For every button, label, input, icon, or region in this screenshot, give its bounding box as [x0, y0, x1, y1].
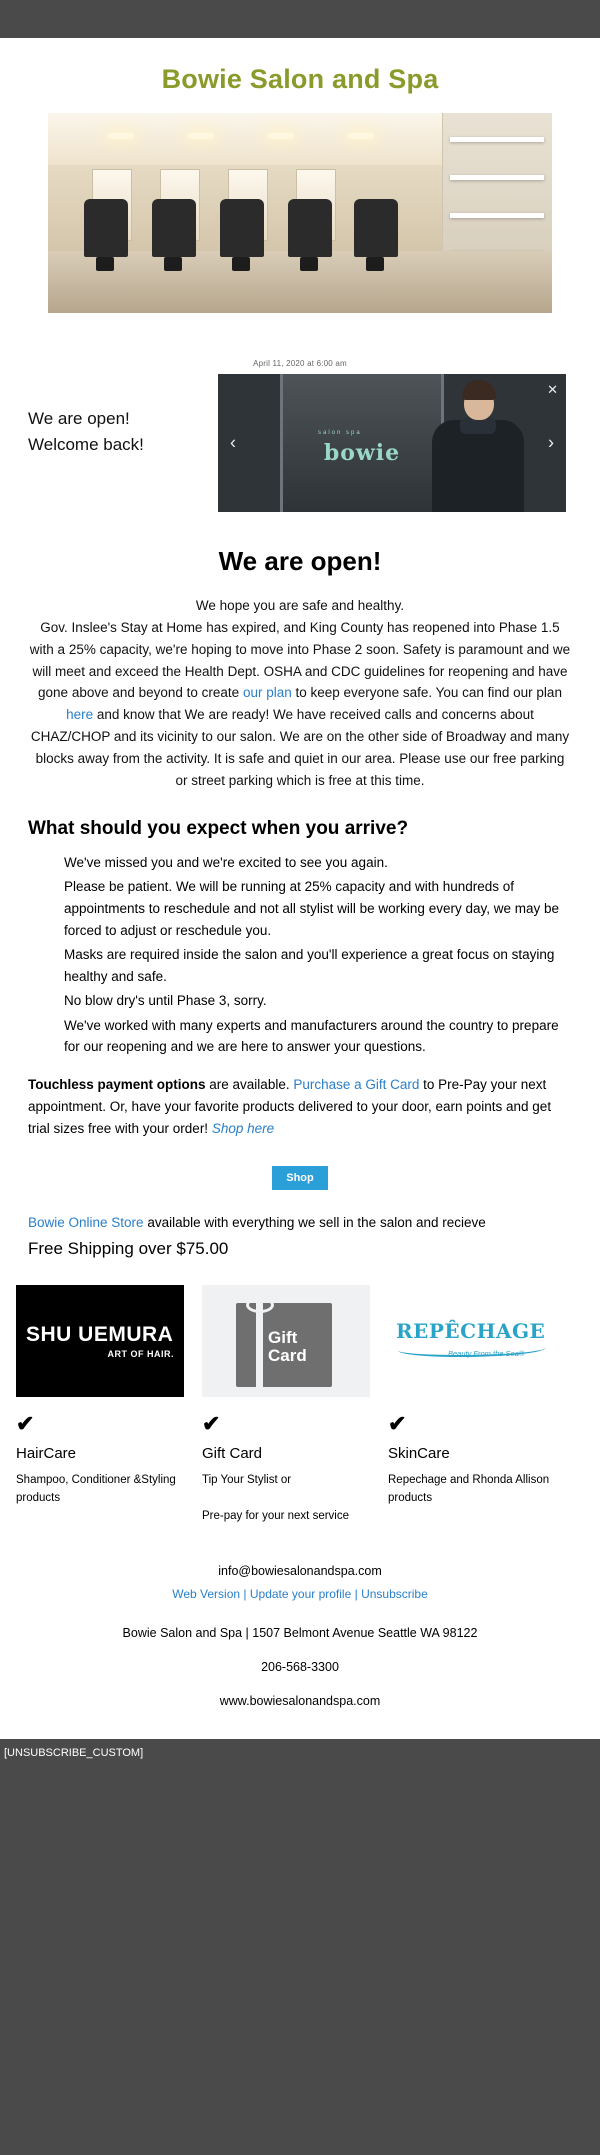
photo-logo-sub: salon spa: [318, 430, 362, 436]
article-heading: We are open!: [218, 546, 382, 576]
footer-phone: 206-568-3300: [261, 1659, 339, 1674]
page-title: Bowie Salon and Spa: [161, 64, 439, 94]
web-version-link[interactable]: Web Version: [172, 1587, 241, 1602]
lamp-icon: [348, 133, 374, 139]
gift-card-image: [202, 1285, 370, 1397]
check-icon: ✔: [388, 1411, 407, 1437]
open-announcement-text: [28, 374, 218, 459]
article-date: April 11, 2020 at 6:00 am: [253, 359, 347, 368]
unsubscribe-custom-bar: [UNSUBSCRIBE_CUSTOM]: [0, 1739, 600, 1777]
salon-chair-shape: [220, 199, 264, 257]
product-card-skincare[interactable]: [388, 1285, 556, 1525]
paragraph-part-3: to keep everyone safe. You can find our plan: [291, 685, 562, 701]
photo-prev-arrow-icon[interactable]: ‹: [230, 432, 236, 453]
product-description-line2: Pre-pay for your next service: [202, 1509, 350, 1522]
shelf-shape: [450, 213, 544, 218]
free-shipping-text: Free Shipping over $75.00: [28, 1239, 229, 1259]
shelf-shape: [450, 175, 544, 180]
product-title: SkinCare: [388, 1445, 450, 1463]
photo-logo: bowie: [323, 440, 401, 466]
online-store-text: available with everything we sell in the salon and recieve: [143, 1214, 486, 1230]
salon-chair-shape: [288, 199, 332, 257]
paragraph-part-4: and know that We are ready! We have received calls and concerns about CHAZ/CHOP and its vicinity to our salon. We are on the other side of Broadway and many blocks away from the activity. It is safe and quiet in our area. Please use our free parking or street parking which is free at this time.: [30, 707, 570, 788]
update-profile-link[interactable]: Update your profile: [249, 1587, 352, 1602]
expect-list: [28, 852, 572, 1058]
close-icon[interactable]: ✕: [547, 382, 558, 397]
person-scarf-shape: [460, 418, 496, 434]
shop-here-link[interactable]: Shop here: [211, 1120, 275, 1136]
list-item: Masks are required inside the salon and you'll experience a great focus on staying healthy and safe.: [64, 947, 555, 984]
lamp-icon: [188, 133, 214, 139]
here-link[interactable]: here: [66, 707, 94, 723]
online-store-line: [28, 1212, 572, 1234]
touchless-text-1: are available.: [205, 1077, 294, 1093]
shu-uemura-logo: [16, 1285, 184, 1397]
footer-links: [20, 1583, 580, 1606]
photo-next-arrow-icon[interactable]: ›: [548, 432, 554, 453]
touchless-bold: Touchless payment options: [28, 1077, 206, 1093]
article-section: [0, 313, 600, 1259]
purchase-gift-card-link[interactable]: Purchase a Gift Card: [293, 1077, 420, 1093]
salon-chair-shape: [354, 199, 398, 257]
top-chrome-bar: [0, 0, 600, 38]
repechage-logo: [388, 1285, 556, 1397]
storefront-photo: [218, 374, 566, 512]
unsubscribe-link[interactable]: Unsubscribe: [361, 1587, 428, 1602]
contact-email: info@bowiesalonandspa.com: [218, 1563, 382, 1578]
list-item: Please be patient. We will be running at 25% capacity and with hundreds of appointments to reschedule and not all stylist will be working every day, we may be forced to adjust or reschedule you.: [64, 879, 559, 938]
footer-website: www.bowiesalonandspa.com: [219, 1693, 381, 1708]
footer-separator: |: [354, 1587, 358, 1602]
bowie-online-store-link[interactable]: Bowie Online Store: [28, 1214, 144, 1230]
list-item: We've missed you and we're excited to see you again.: [64, 854, 388, 870]
product-description: Repechage and Rhonda Allison products: [388, 1474, 550, 1505]
product-card-gift-card[interactable]: [202, 1285, 370, 1525]
shop-button[interactable]: Shop: [272, 1166, 328, 1190]
footer-separator: |: [243, 1587, 247, 1602]
repechage-logo-text: REPÊCHAGE: [396, 1319, 546, 1344]
ribbon-shape: [256, 1303, 263, 1387]
product-description-line1: Tip Your Stylist or: [202, 1474, 292, 1487]
product-columns: [0, 1259, 600, 1525]
list-item: We've worked with many experts and manufacturers around the country to prepare for our reopening and we are here to answer your questions.: [64, 1017, 559, 1055]
lamp-icon: [108, 133, 134, 139]
salon-interior-photo: [48, 113, 552, 313]
shop-button-wrap: [28, 1140, 572, 1212]
expect-heading: What should you expect when you arrive?: [28, 817, 409, 839]
list-item: No blow dry's until Phase 3, sorry.: [64, 993, 267, 1009]
shu-uemura-logo-text: SHU UEMURA: [26, 1323, 174, 1347]
open-line-1: We are open!: [28, 409, 130, 428]
check-icon: ✔: [16, 1411, 35, 1437]
product-title: Gift Card: [202, 1445, 263, 1463]
gift-card-text-line1: Gift: [268, 1328, 298, 1348]
brand-header: [0, 38, 600, 113]
open-line-2: Welcome back!: [28, 435, 144, 455]
hero-image-wrap: [0, 113, 600, 313]
salon-chair-shape: [152, 199, 196, 257]
shu-uemura-logo-sub: ART OF HAIR.: [107, 1349, 174, 1360]
email-body: [0, 38, 600, 1739]
paragraph-part-2: Gov. Inslee's Stay at Home has expired, and King County has reopened into Phase 1.5 with a 25% capacity, we're hoping to move into Phase 2 soon. Safety is paramount and we will meet and exceed the Health Dept. OSHA and CDC guidelines for reopening and have gone above and beyond to create: [29, 619, 571, 701]
salon-chair-shape: [84, 199, 128, 257]
shelf-shape: [450, 137, 544, 142]
product-description: Shampoo, Conditioner &Styling products: [16, 1474, 176, 1505]
touchless-payment-paragraph: [28, 1074, 572, 1140]
footer-address: Bowie Salon and Spa | 1507 Belmont Avenue Seattle WA 98122: [122, 1626, 478, 1641]
touchless-text-2: to Pre-Pay your next appointment. Or, have your favorite products delivered to your door, earn points and get trial sizes free with your order!: [28, 1077, 552, 1136]
lamp-icon: [268, 133, 294, 139]
our-plan-link[interactable]: our plan: [242, 685, 292, 701]
product-description: [202, 1472, 370, 1525]
email-footer: [0, 1526, 600, 1740]
paragraph-part-1: We hope you are safe and healthy.: [195, 598, 405, 613]
person-hair-shape: [462, 380, 496, 400]
article-paragraph: [28, 595, 572, 792]
product-card-haircare[interactable]: [16, 1285, 184, 1525]
gift-card-text: [268, 1329, 307, 1365]
gift-card-text-line2: Card: [268, 1346, 307, 1366]
check-icon: ✔: [202, 1411, 221, 1437]
repechage-logo-sub: Beauty From the Sea®: [448, 1349, 525, 1359]
product-title: HairCare: [16, 1445, 77, 1463]
open-announcement-row: [28, 374, 572, 512]
